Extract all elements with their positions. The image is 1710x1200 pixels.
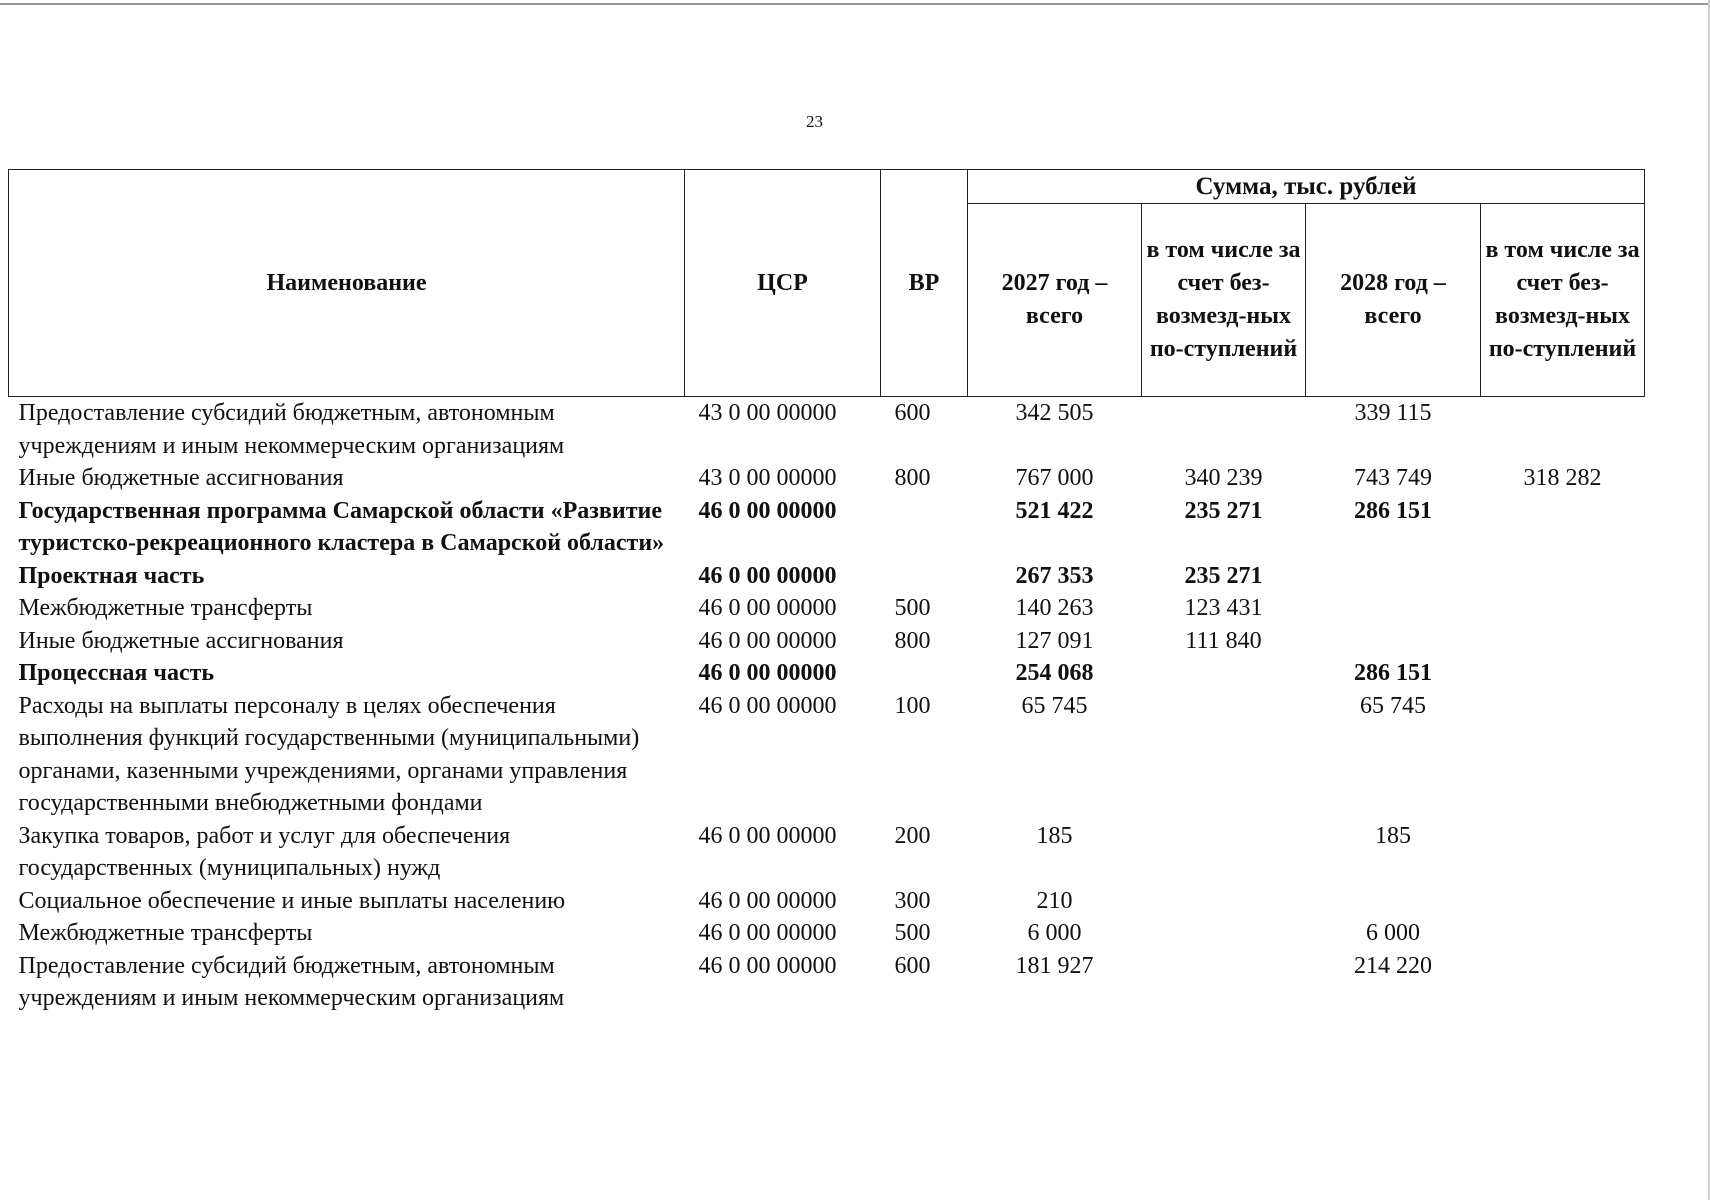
row-2028-total: 286 151 — [1354, 660, 1432, 686]
row-name: Предоставление субсидий бюджетным, автономным учреждениям и иным некоммерческим организациям — [18, 952, 565, 1011]
table-row — [9, 950, 1645, 1015]
budget-table — [8, 169, 1645, 1015]
row-csr: 46 0 00 00000 — [698, 887, 837, 914]
row-csr: 46 0 00 00000 — [698, 822, 837, 849]
row-2028-gratuitous — [1481, 625, 1645, 658]
row-2027-gratuitous: 111 840 — [1185, 627, 1262, 654]
row-2028-gratuitous — [1481, 917, 1645, 950]
row-2027-total: 140 263 — [1015, 595, 1094, 621]
header-vr: ВР — [881, 170, 968, 397]
row-csr: 46 0 00 00000 — [698, 692, 837, 719]
table-row — [9, 690, 1645, 820]
header-sum-caption: Сумма, тыс. рублей — [968, 170, 1645, 204]
row-2028-total: 65 745 — [1360, 692, 1426, 719]
table-row — [9, 495, 1645, 560]
row-vr: 800 — [894, 465, 931, 491]
table-header — [9, 170, 1645, 397]
row-vr: 100 — [894, 692, 931, 719]
row-2027-total: 521 422 — [1015, 497, 1094, 524]
row-name: Процессная часть — [18, 660, 215, 686]
row-2027-gratuitous — [1142, 950, 1306, 1015]
table-row — [9, 657, 1645, 690]
row-name: Межбюджетные трансферты — [18, 920, 313, 946]
row-csr: 46 0 00 00000 — [698, 595, 837, 621]
header-2028-total: 2028 год – всего — [1306, 204, 1481, 397]
row-vr — [881, 495, 968, 560]
row-csr: 46 0 00 00000 — [698, 562, 837, 589]
row-2027-total: 767 000 — [1015, 465, 1094, 491]
row-name: Расходы на выплаты персоналу в целях обеспечения выполнения функций государственными (муниципальными) органами, казенными учреждениями, органами управления государственными внебюджетными фондами — [18, 692, 640, 816]
row-name: Межбюджетные трансферты — [18, 595, 313, 621]
row-2028-total: 214 220 — [1354, 952, 1432, 979]
row-2027-gratuitous: 235 271 — [1184, 562, 1263, 589]
table-row — [9, 560, 1645, 593]
row-2028-gratuitous — [1481, 885, 1645, 918]
table-row — [9, 625, 1645, 658]
row-vr: 300 — [894, 887, 931, 914]
row-2027-total: 267 353 — [1015, 562, 1094, 589]
row-csr: 43 0 00 00000 — [698, 465, 837, 491]
table-row — [9, 885, 1645, 918]
header-csr: ЦСР — [685, 170, 881, 397]
row-2028-gratuitous — [1481, 950, 1645, 1015]
row-vr: 600 — [894, 400, 931, 426]
row-2027-total: 6 000 — [1027, 920, 1082, 946]
row-2028-gratuitous — [1481, 820, 1645, 885]
row-vr: 500 — [894, 595, 931, 621]
table-body — [9, 397, 1645, 1015]
row-name: Проектная часть — [18, 562, 205, 589]
table-row — [9, 917, 1645, 950]
row-vr — [881, 560, 968, 593]
row-2027-gratuitous — [1142, 657, 1306, 690]
row-2028-gratuitous — [1481, 495, 1645, 560]
row-vr: 200 — [894, 822, 931, 849]
row-vr: 500 — [894, 920, 931, 946]
row-csr: 46 0 00 00000 — [698, 627, 837, 654]
row-2027-total: 127 091 — [1015, 627, 1094, 654]
table-row — [9, 820, 1645, 885]
row-2028-total — [1306, 560, 1481, 593]
row-name: Социальное обеспечение и иные выплаты населению — [18, 887, 566, 914]
row-name: Предоставление субсидий бюджетным, автономным учреждениям и иным некоммерческим организациям — [18, 400, 565, 459]
header-2027-gratuitous: в том числе за счет без-возмезд-ных по-ступлений — [1142, 204, 1306, 397]
row-2027-total: 185 — [1036, 822, 1073, 849]
row-2027-gratuitous — [1142, 397, 1306, 463]
row-csr: 46 0 00 00000 — [698, 920, 837, 946]
row-2027-gratuitous: 123 431 — [1184, 595, 1263, 621]
row-2028-total: 286 151 — [1354, 497, 1432, 524]
row-2027-total: 342 505 — [1015, 400, 1094, 426]
row-2028-total: 6 000 — [1366, 920, 1420, 946]
row-2027-total: 181 927 — [1015, 952, 1094, 979]
table-row — [9, 397, 1645, 463]
row-2028-gratuitous — [1481, 657, 1645, 690]
row-2028-gratuitous — [1481, 397, 1645, 463]
row-2027-total: 210 — [1036, 887, 1073, 914]
row-name: Иные бюджетные ассигнования — [18, 465, 344, 491]
row-2027-gratuitous — [1142, 820, 1306, 885]
header-2027-total: 2027 год – всего — [968, 204, 1142, 397]
row-2028-total: 339 115 — [1354, 400, 1432, 426]
row-2028-gratuitous — [1481, 560, 1645, 593]
row-2027-gratuitous: 340 239 — [1184, 465, 1263, 491]
row-2027-total: 65 745 — [1021, 692, 1088, 719]
row-name: Закупка товаров, работ и услуг для обеспечения государственных (муниципальных) нужд — [18, 822, 511, 881]
header-name: Наименование — [9, 170, 685, 397]
row-name: Государственная программа Самарской области «Развитие туристско-рекреационного кластера в Самарской области» — [18, 497, 665, 556]
row-2028-total: 743 749 — [1354, 465, 1432, 491]
scan-edge-line — [0, 3, 1710, 5]
row-name: Иные бюджетные ассигнования — [18, 627, 344, 654]
row-2028-gratuitous — [1481, 690, 1645, 820]
row-csr: 46 0 00 00000 — [698, 660, 837, 686]
row-2028-total: 185 — [1375, 822, 1411, 849]
row-2028-gratuitous: 318 282 — [1523, 465, 1602, 491]
row-csr: 43 0 00 00000 — [698, 400, 837, 426]
row-2027-total: 254 068 — [1015, 660, 1094, 686]
row-vr — [881, 657, 968, 690]
row-2028-total — [1306, 625, 1481, 658]
row-2027-gratuitous — [1142, 690, 1306, 820]
header-2028-gratuitous: в том числе за счет без-возмезд-ных по-ступлений — [1481, 204, 1645, 397]
row-2027-gratuitous — [1142, 917, 1306, 950]
row-2028-total — [1306, 885, 1481, 918]
row-csr: 46 0 00 00000 — [698, 497, 837, 524]
row-2028-gratuitous — [1481, 592, 1645, 625]
row-2027-gratuitous — [1142, 885, 1306, 918]
row-csr: 46 0 00 00000 — [698, 952, 837, 979]
row-vr: 800 — [894, 627, 931, 654]
table-row — [9, 462, 1645, 495]
row-vr: 600 — [894, 952, 931, 979]
row-2028-total — [1306, 592, 1481, 625]
page-number: 23 — [806, 112, 823, 131]
table-row — [9, 592, 1645, 625]
row-2027-gratuitous: 235 271 — [1184, 497, 1263, 524]
